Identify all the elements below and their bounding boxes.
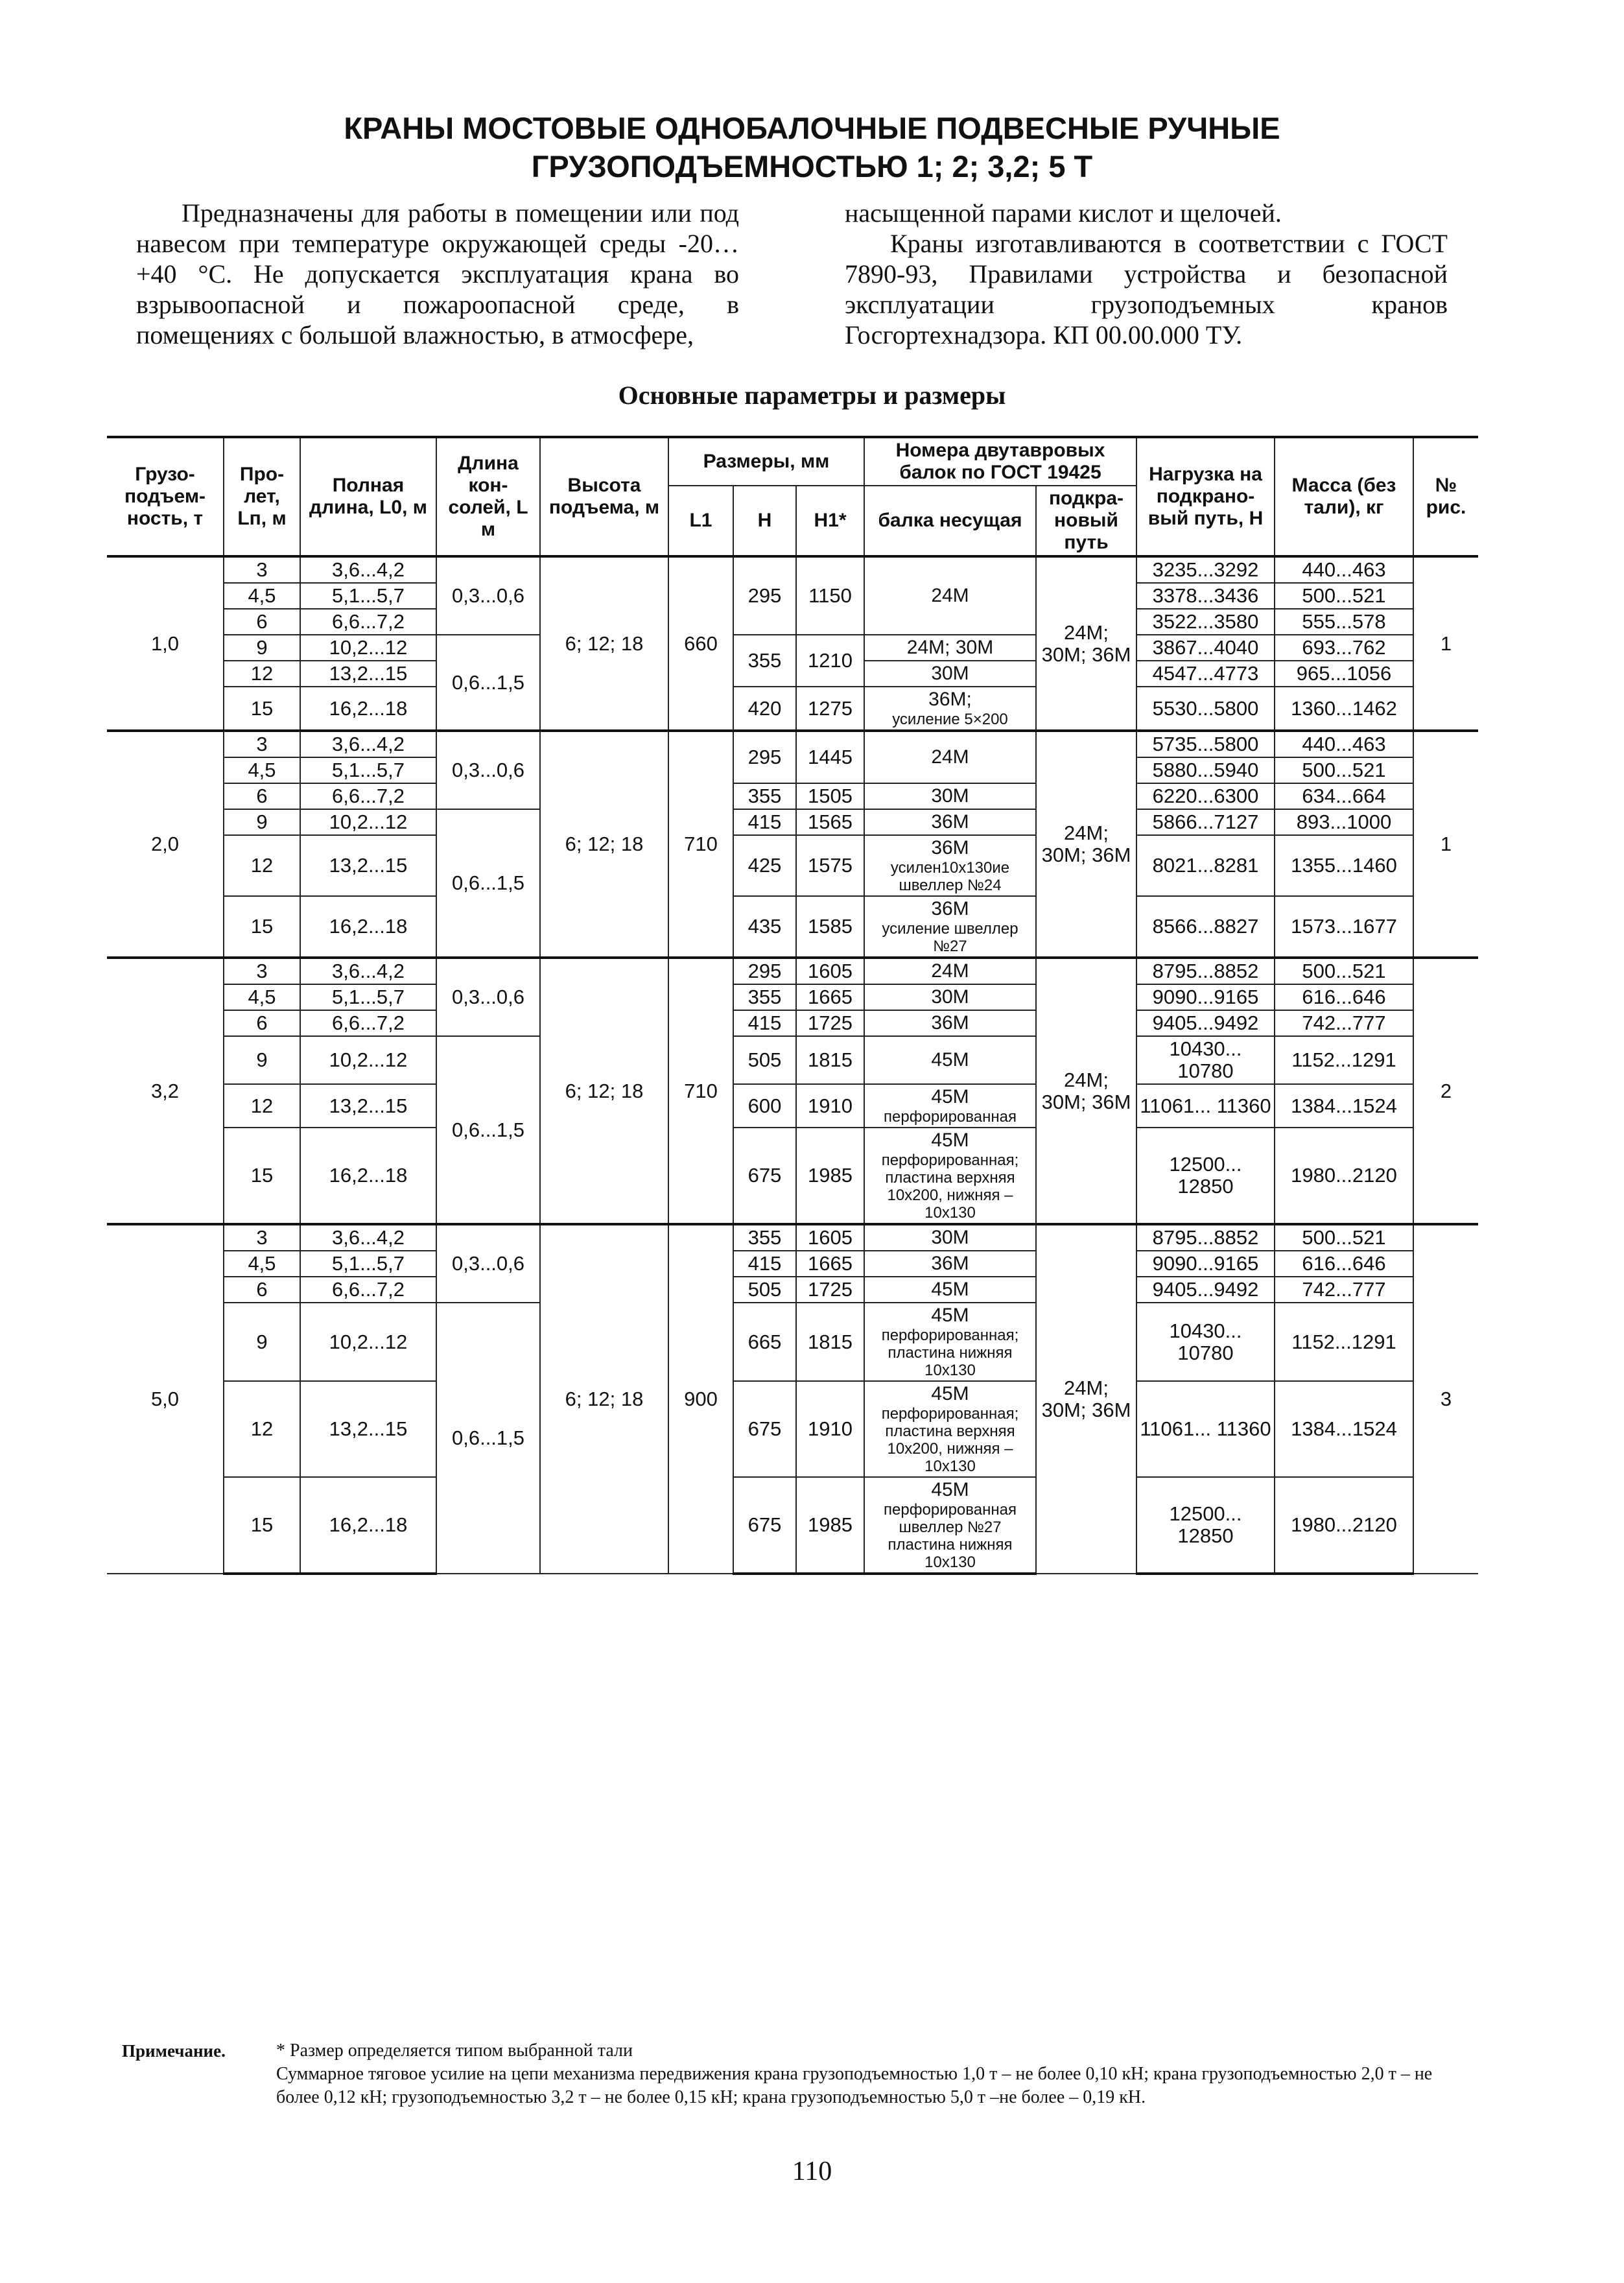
beam-cell [864,1084,1036,1128]
mass-cell: 1355...1460 [1275,835,1413,896]
table-row [107,687,1478,731]
h1-cell: 1985 [796,1128,864,1224]
mass-cell: 500...521 [1275,583,1413,609]
mass-cell: 616...646 [1275,1251,1413,1277]
note-label: Примечание. [122,2041,226,2061]
beam-main-text: 45М [931,1305,969,1326]
h1-cell: 1565 [796,809,864,835]
beam-cell [864,731,1036,783]
header-lift-height: Высота подъема, м [540,437,668,556]
load-cell: 3522...3580 [1136,609,1275,635]
beam-cell [864,1303,1036,1381]
load-cell: 8566...8827 [1136,896,1275,958]
table-row [107,809,1478,835]
load-cell: 9090...9165 [1136,1251,1275,1277]
span-cell: 9 [224,635,300,661]
span-cell: 3 [224,731,300,757]
beam-main-text: 45М [931,1130,969,1151]
h-cell: 435 [733,896,796,958]
h-cell: 415 [733,809,796,835]
full-length-cell: 13,2...15 [300,661,436,687]
load-cell: 12500... 12850 [1136,1477,1275,1574]
header-dimensions: Размеры, мм [668,437,864,486]
h-cell: 295 [733,731,796,783]
table-row [107,1010,1478,1036]
load-cell: 10430... 10780 [1136,1036,1275,1084]
load-cell: 8795...8852 [1136,958,1275,984]
full-length-cell: 3,6...4,2 [300,731,436,757]
full-length-cell: 13,2...15 [300,835,436,896]
full-length-cell: 6,6...7,2 [300,609,436,635]
lift-height-cell: 6; 12; 18 [540,1224,668,1574]
table-row [107,1381,1478,1477]
mass-cell: 1360...1462 [1275,687,1413,731]
table-title: Основные параметры и размеры [618,381,1006,410]
table-row [107,1084,1478,1128]
table-row [107,731,1478,757]
header-load: Нагрузка на подкрано-вый путь, Н [1136,437,1275,556]
load-cell: 8021...8281 [1136,835,1275,896]
header-full-length: Полная длина, L0, м [300,437,436,556]
console-cell: 0,3...0,6 [436,731,540,809]
table-body [107,556,1478,1574]
beam-cell [864,809,1036,835]
console-cell: 0,3...0,6 [436,556,540,635]
beam-main-text: 36М [931,898,969,919]
console-cell: 0,3...0,6 [436,958,540,1036]
full-length-cell: 10,2...12 [300,1303,436,1381]
note-line-2: Суммарное тяговое усилие на цепи механизма передвижения крана грузоподъемностью 1,0 т – не более 0,10 кН; крана грузоподъемностью 2,0 т – не более 0,12 кН; грузоподъемностью 3,2 т – не более 0,15 кН; крана грузоподъемностью 5,0 т –не более – 0,19 кН. [276,2064,1433,2107]
console-cell: 0,6...1,5 [436,1036,540,1224]
full-length-cell: 6,6...7,2 [300,1010,436,1036]
load-cell: 3378...3436 [1136,583,1275,609]
h-cell: 600 [733,1084,796,1128]
h-cell: 675 [733,1381,796,1477]
load-cell: 5530...5800 [1136,687,1275,731]
rail-cell: 24М; 30М; 36М [1036,556,1136,731]
h1-cell: 1445 [796,731,864,783]
beam-main-text: 45М [931,1479,969,1500]
beam-main-text: 36М [931,811,969,833]
beam-main-text: 45М [931,1383,969,1404]
mass-cell: 500...521 [1275,1224,1413,1251]
full-length-cell: 16,2...18 [300,1128,436,1224]
full-length-cell: 3,6...4,2 [300,958,436,984]
h1-cell: 1910 [796,1381,864,1477]
h1-cell: 1665 [796,984,864,1010]
span-cell: 6 [224,1010,300,1036]
h1-cell: 1815 [796,1303,864,1381]
span-cell: 6 [224,609,300,635]
load-cell: 3867...4040 [1136,635,1275,661]
table-row [107,835,1478,896]
h1-cell: 1605 [796,1224,864,1251]
l1-cell: 710 [668,958,733,1224]
mass-cell: 1384...1524 [1275,1381,1413,1477]
h-cell: 295 [733,556,796,635]
rail-cell: 24М; 30М; 36М [1036,731,1136,958]
beam-main-text: 30М [931,785,969,807]
mass-cell: 742...777 [1275,1010,1413,1036]
table-row [107,783,1478,809]
lift-height-cell: 6; 12; 18 [540,958,668,1224]
beam-note-text: усиление 5×200 [892,711,1008,728]
beam-cell [864,1251,1036,1277]
header-figure: № рис. [1413,437,1478,556]
table-row [107,984,1478,1010]
beam-cell [864,635,1036,661]
h-cell: 415 [733,1251,796,1277]
header-h1: H1* [796,486,864,556]
rail-cell: 24М; 30М; 36М [1036,958,1136,1224]
load-cell: 4547...4773 [1136,661,1275,687]
header-beam-numbers: Номера двутавровых балок по ГОСТ 19425 [864,437,1136,486]
beam-cell [864,1224,1036,1251]
intro-right-text-2: Краны изготавливаются в соответствии с ГОСТ 7890-93, Правилами устройства и безопасной эксплуатации грузоподъемных кранов Госгортехнадзора. КП 00.00.000 ТУ. [845,229,1448,349]
span-cell: 4,5 [224,984,300,1010]
full-length-cell: 6,6...7,2 [300,1277,436,1303]
full-length-cell: 10,2...12 [300,635,436,661]
full-length-cell: 13,2...15 [300,1381,436,1477]
load-cell: 8795...8852 [1136,1224,1275,1251]
h1-cell: 1150 [796,556,864,635]
load-cell: 5866...7127 [1136,809,1275,835]
beam-main-text: 45М [931,1086,969,1107]
beam-cell [864,958,1036,984]
console-cell: 0,6...1,5 [436,809,540,958]
span-cell: 12 [224,1084,300,1128]
full-length-cell: 5,1...5,7 [300,984,436,1010]
beam-cell [864,783,1036,809]
note-line-1: * Размер определяется типом выбранной тали [276,2041,633,2061]
span-cell: 12 [224,1381,300,1477]
beam-main-text: 45М [931,1279,969,1300]
h1-cell: 1985 [796,1477,864,1574]
h-cell: 355 [733,984,796,1010]
h1-cell: 1210 [796,635,864,687]
beam-main-text: 30М [931,1227,969,1248]
span-cell: 4,5 [224,757,300,783]
mass-cell: 555...578 [1275,609,1413,635]
console-cell: 0,6...1,5 [436,1303,540,1574]
load-cell: 10430... 10780 [1136,1303,1275,1381]
beam-cell [864,687,1036,731]
full-length-cell: 5,1...5,7 [300,1251,436,1277]
mass-cell: 693...762 [1275,635,1413,661]
h-cell: 295 [733,958,796,984]
full-length-cell: 16,2...18 [300,687,436,731]
span-cell: 12 [224,835,300,896]
beam-main-text: 24М [931,960,969,982]
header-l1: L1 [668,486,733,556]
figure-cell: 1 [1413,731,1478,958]
lift-height-cell: 6; 12; 18 [540,556,668,731]
page-number: 110 [792,2157,832,2186]
beam-cell [864,661,1036,687]
span-cell: 15 [224,687,300,731]
header-h: H [733,486,796,556]
beam-main-text: 24М [931,585,969,606]
full-length-cell: 10,2...12 [300,1036,436,1084]
intro-right-column [845,198,1448,350]
beam-main-text: 45М [931,1049,969,1071]
capacity-cell: 3,2 [107,958,224,1224]
mass-cell: 1573...1677 [1275,896,1413,958]
title-line-1: КРАНЫ МОСТОВЫЕ ОДНОБАЛОЧНЫЕ ПОДВЕСНЫЕ РУЧНЫЕ [344,111,1280,145]
mass-cell: 1384...1524 [1275,1084,1413,1128]
beam-note-text: перфорированная швеллер №27 пластина нижняя 10х130 [884,1501,1017,1571]
h1-cell: 1725 [796,1010,864,1036]
table-row [107,1128,1478,1224]
beam-main-text: 30М [931,663,969,684]
beam-note-text: перфорированная; пластина нижняя 10х130 [881,1327,1019,1379]
full-length-cell: 3,6...4,2 [300,1224,436,1251]
beam-note-text: усилен10х130ие швеллер №24 [890,859,1010,894]
beam-main-text: 36М [931,837,969,858]
intro-left-column [136,198,739,350]
figure-cell: 2 [1413,958,1478,1224]
load-cell: 9090...9165 [1136,984,1275,1010]
table-row [107,1303,1478,1381]
h-cell: 665 [733,1303,796,1381]
beam-main-text: 24М [931,746,969,768]
full-length-cell: 16,2...18 [300,1477,436,1574]
table-row [107,1477,1478,1574]
mass-cell: 500...521 [1275,958,1413,984]
full-length-cell: 10,2...12 [300,809,436,835]
span-cell: 15 [224,896,300,958]
h1-cell: 1585 [796,896,864,958]
h1-cell: 1910 [796,1084,864,1128]
beam-cell [864,1010,1036,1036]
span-cell: 4,5 [224,1251,300,1277]
h1-cell: 1275 [796,687,864,731]
span-cell: 9 [224,1303,300,1381]
h-cell: 505 [733,1036,796,1084]
table-row [107,958,1478,984]
load-cell: 12500... 12850 [1136,1128,1275,1224]
load-cell: 6220...6300 [1136,783,1275,809]
h-cell: 355 [733,1224,796,1251]
span-cell: 15 [224,1477,300,1574]
mass-cell: 634...664 [1275,783,1413,809]
load-cell: 9405...9492 [1136,1277,1275,1303]
mass-cell: 1152...1291 [1275,1303,1413,1381]
beam-cell [864,835,1036,896]
h-cell: 420 [733,687,796,731]
h1-cell: 1815 [796,1036,864,1084]
full-length-cell: 3,6...4,2 [300,556,436,583]
mass-cell: 440...463 [1275,731,1413,757]
h-cell: 675 [733,1128,796,1224]
beam-cell [864,1128,1036,1224]
full-length-cell: 13,2...15 [300,1084,436,1128]
h1-cell: 1725 [796,1277,864,1303]
beam-note-text: перфорированная; пластина верхняя 10х200, нижняя – 10х130 [881,1405,1019,1475]
load-cell: 5880...5940 [1136,757,1275,783]
figure-cell: 3 [1413,1224,1478,1574]
capacity-cell: 5,0 [107,1224,224,1574]
table-row [107,896,1478,958]
footnote [122,2039,1457,2109]
h1-cell: 1505 [796,783,864,809]
span-cell: 3 [224,1224,300,1251]
full-length-cell: 5,1...5,7 [300,583,436,609]
table-row [107,1224,1478,1251]
header-mass: Масса (без тали), кг [1275,437,1413,556]
mass-cell: 500...521 [1275,757,1413,783]
span-cell: 15 [224,1128,300,1224]
load-cell: 3235...3292 [1136,556,1275,583]
h1-cell: 1605 [796,958,864,984]
l1-cell: 900 [668,1224,733,1574]
beam-main-text: 36М; [928,689,972,710]
beam-cell [864,1381,1036,1477]
l1-cell: 710 [668,731,733,958]
beam-note-text: перфорированная [884,1108,1017,1126]
table-row [107,1277,1478,1303]
beam-main-text: 30М [931,986,969,1008]
h-cell: 415 [733,1010,796,1036]
beam-note-text: перфорированная; пластина верхняя 10х200, нижняя – 10х130 [881,1152,1019,1222]
table-row [107,1036,1478,1084]
capacity-cell: 2,0 [107,731,224,958]
l1-cell: 660 [668,556,733,731]
intro-left-text: Предназначены для работы в помещении или под навесом при температуре окружающей среды -20…+40 °С. Не допускается эксплуатация крана во взрывоопасной и пожароопасной среде, в помещениях с большой влажностью, в атмосфере, [136,198,739,349]
h-cell: 675 [733,1477,796,1574]
console-cell: 0,3...0,6 [436,1224,540,1303]
header-beam-main: балка несущая [864,486,1036,556]
mass-cell: 440...463 [1275,556,1413,583]
capacity-cell: 1,0 [107,556,224,731]
header-beam-rail: подкра-новый путь [1036,486,1136,556]
parameters-table [107,436,1478,1575]
beam-cell [864,896,1036,958]
span-cell: 6 [224,1277,300,1303]
full-length-cell: 5,1...5,7 [300,757,436,783]
span-cell: 12 [224,661,300,687]
h-cell: 355 [733,635,796,687]
mass-cell: 742...777 [1275,1277,1413,1303]
beam-note-text: усиление швеллер №27 [882,920,1018,955]
mass-cell: 1980...2120 [1275,1477,1413,1574]
h-cell: 425 [733,835,796,896]
header-span: Про-лет, Lп, м [224,437,300,556]
beam-main-text: 36М [931,1253,969,1274]
document-title [0,109,1624,185]
mass-cell: 1980...2120 [1275,1128,1413,1224]
span-cell: 6 [224,783,300,809]
rail-cell: 24М; 30М; 36М [1036,1224,1136,1574]
mass-cell: 1152...1291 [1275,1036,1413,1084]
table-row [107,556,1478,583]
intro-right-text-1: насыщенной парами кислот и щелочей. [845,198,1282,228]
span-cell: 3 [224,958,300,984]
span-cell: 9 [224,809,300,835]
span-cell: 9 [224,1036,300,1084]
beam-cell [864,556,1036,635]
mass-cell: 893...1000 [1275,809,1413,835]
lift-height-cell: 6; 12; 18 [540,731,668,958]
console-cell: 0,6...1,5 [436,635,540,731]
full-length-cell: 6,6...7,2 [300,783,436,809]
load-cell: 9405...9492 [1136,1010,1275,1036]
h1-cell: 1665 [796,1251,864,1277]
table-row [107,635,1478,661]
beam-main-text: 24М; 30М [906,637,994,658]
load-cell: 11061... 11360 [1136,1381,1275,1477]
span-cell: 3 [224,556,300,583]
mass-cell: 965...1056 [1275,661,1413,687]
header-capacity: Грузо-подъем-ность, т [107,437,224,556]
full-length-cell: 16,2...18 [300,896,436,958]
beam-cell [864,1477,1036,1574]
beam-main-text: 36М [931,1012,969,1034]
header-console: Длина кон-солей, L м [436,437,540,556]
h-cell: 505 [733,1277,796,1303]
mass-cell: 616...646 [1275,984,1413,1010]
beam-cell [864,984,1036,1010]
h1-cell: 1575 [796,835,864,896]
figure-cell: 1 [1413,556,1478,731]
beam-cell [864,1036,1036,1084]
load-cell: 11061... 11360 [1136,1084,1275,1128]
h-cell: 355 [733,783,796,809]
table-row [107,1251,1478,1277]
title-line-2: ГРУЗОПОДЪЕМНОСТЬЮ 1; 2; 3,2; 5 Т [531,149,1093,183]
load-cell: 5735...5800 [1136,731,1275,757]
beam-cell [864,1277,1036,1303]
span-cell: 4,5 [224,583,300,609]
